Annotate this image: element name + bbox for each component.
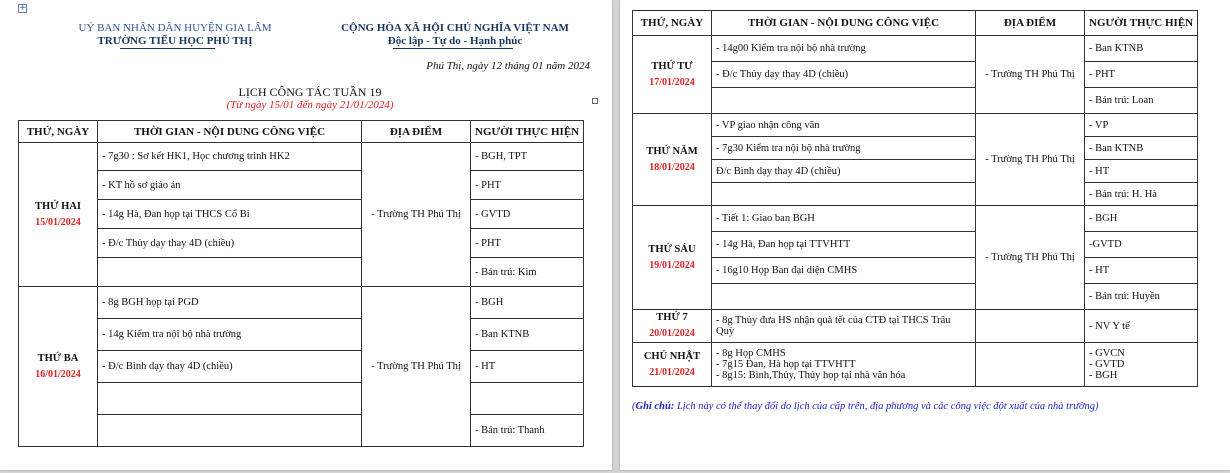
table-row <box>19 287 584 319</box>
place-date: Phú Thị, ngày 12 tháng 01 năm 2024 <box>426 60 590 72</box>
table-row <box>633 258 1198 284</box>
column-header: ĐỊA ĐIỂM <box>976 11 1085 36</box>
task-cell[interactable]: - 14g00 Kiểm tra nội bộ nhà trường <box>712 36 976 62</box>
table-row <box>633 183 1198 206</box>
day-date: 15/01/2024 <box>35 216 81 228</box>
person-cell[interactable]: - Ban KTNB <box>1085 137 1198 160</box>
person-cell[interactable]: - BGH <box>471 287 584 319</box>
table-row <box>19 229 584 258</box>
task-cell[interactable]: - Tiết 1: Giao ban BGH <box>712 206 976 232</box>
day-cell <box>19 143 98 287</box>
task-cell[interactable]: Đ/c Bình dạy thay 4D (chiều) <box>712 160 976 183</box>
column-header: THỜI GIAN - NỘI DUNG CÔNG VIỆC <box>98 121 362 143</box>
table-row <box>633 284 1198 310</box>
day-name: THỨ BA <box>37 352 79 364</box>
person-cell[interactable]: - Bán trú: Thanh <box>471 415 584 447</box>
day-name: CHỦ NHẬT <box>643 350 701 362</box>
day-date: 19/01/2024 <box>649 259 695 271</box>
table-row <box>633 232 1198 258</box>
table-row <box>19 415 584 447</box>
day-name: THỨ 7 <box>656 312 688 323</box>
day-cell <box>633 36 712 114</box>
person-cell[interactable] <box>471 383 584 415</box>
table-row <box>19 200 584 229</box>
table-row <box>633 137 1198 160</box>
resize-handle-icon[interactable] <box>592 98 598 104</box>
nation-motto: Độc lập - Tự do - Hạnh phúc <box>387 35 523 47</box>
column-header: THỜI GIAN - NỘI DUNG CÔNG VIỆC <box>712 11 976 36</box>
task-cell[interactable]: - VP giao nhận công văn <box>712 114 976 137</box>
schedule-table-page1 <box>18 120 584 447</box>
location-cell[interactable] <box>976 343 1085 387</box>
person-cell[interactable]: - BGH <box>1085 206 1198 232</box>
column-header: NGƯỜI THỰC HIỆN <box>1085 11 1198 36</box>
person-cell[interactable]: - Bán trú: H. Hà <box>1085 183 1198 206</box>
schedule-title: LỊCH CÔNG TÁC TUẦN 19 <box>238 85 382 99</box>
schedule-subtitle: (Từ ngày 15/01 đến ngày 21/01/2024) <box>226 99 394 111</box>
day-name: THỨ SÁU <box>648 243 696 255</box>
table-row <box>633 206 1198 232</box>
task-cell[interactable]: - KT hồ sơ giáo án <box>98 171 362 200</box>
column-header: THỨ, NGÀY <box>633 11 712 36</box>
table-row <box>633 160 1198 183</box>
task-cell[interactable]: - 14g Kiểm tra nội bộ nhà trường <box>98 319 362 351</box>
task-cell[interactable]: - 16g10 Họp Ban đại diện CMHS <box>712 258 976 284</box>
task-cell[interactable] <box>98 415 362 447</box>
table-row <box>19 171 584 200</box>
divider <box>120 48 215 49</box>
task-cell[interactable]: - 14g Hà, Đan họp tại TTVHTT <box>712 232 976 258</box>
task-cell[interactable]: - Đ/c Thủy dạy thay 4D (chiều) <box>712 62 976 88</box>
task-cell[interactable]: - 8g Họp CMHS - 7g15 Đan, Hà họp tại TTVHTT - 8g15: Bình,Thủy, Thủy họp tại nhà văn hóa <box>712 343 976 387</box>
person-cell[interactable]: -GVTD <box>1085 232 1198 258</box>
day-name: THỨ HAI <box>35 200 81 212</box>
task-cell[interactable] <box>98 258 362 287</box>
person-cell[interactable]: - NV Y tế <box>1085 310 1198 343</box>
table-row <box>19 351 584 383</box>
task-cell[interactable]: - Đ/c Bình dạy thay 4D (chiều) <box>98 351 362 383</box>
person-cell[interactable]: - Bán trú: Loan <box>1085 88 1198 114</box>
task-cell[interactable]: - 7g30 : Sơ kết HK1, Học chương trình HK2 <box>98 143 362 171</box>
person-cell[interactable]: - BGH, TPT <box>471 143 584 171</box>
table-move-handle-icon[interactable]: + <box>19 3 27 13</box>
task-cell[interactable]: - 7g30 Kiểm tra nội bộ nhà trường <box>712 137 976 160</box>
person-cell[interactable]: - PHT <box>1085 62 1198 88</box>
day-cell <box>19 287 98 447</box>
column-header: ĐỊA ĐIỂM <box>362 121 471 143</box>
footnote-label: Ghi chú: <box>635 401 675 412</box>
table-row <box>19 319 584 351</box>
person-cell[interactable]: - Ban KTNB <box>471 319 584 351</box>
task-cell[interactable]: - Đ/c Thủy dạy thay 4D (chiều) <box>98 229 362 258</box>
org-line2: TRƯỜNG TIỂU HỌC PHÚ THỊ <box>97 35 253 47</box>
table-row <box>19 258 584 287</box>
nation-line1: CỘNG HÒA XÃ HỘI CHỦ NGHĨA VIỆT NAM <box>341 22 569 34</box>
task-cell[interactable] <box>712 88 976 114</box>
day-cell <box>633 114 712 206</box>
location-cell[interactable]: - Trường TH Phú Thị <box>362 287 471 447</box>
table-row <box>633 114 1198 137</box>
location-cell[interactable] <box>976 310 1085 343</box>
day-date: 21/01/2024 <box>649 366 695 378</box>
person-cell[interactable]: - HT <box>1085 160 1198 183</box>
table-row <box>19 383 584 415</box>
table-row <box>633 62 1198 88</box>
day-date: 16/01/2024 <box>35 368 81 380</box>
location-cell[interactable]: - Trường TH Phú Thị <box>976 206 1085 310</box>
person-cell[interactable]: - HT <box>471 351 584 383</box>
person-cell[interactable]: - VP <box>1085 114 1198 137</box>
task-cell[interactable] <box>712 284 976 310</box>
person-cell[interactable]: - PHT <box>471 171 584 200</box>
table-row <box>633 36 1198 62</box>
task-cell[interactable] <box>712 183 976 206</box>
day-date: 18/01/2024 <box>649 161 695 173</box>
table-row <box>633 88 1198 114</box>
person-cell[interactable]: - Bán trú: Huyền <box>1085 284 1198 310</box>
day-name: THỨ NĂM <box>646 145 698 157</box>
footnote-text: Lịch này có thể thay đổi do lịch của cấp trên, địa phương và các công việc đột xuất của nhà trường) <box>674 401 1099 412</box>
location-cell[interactable]: - Trường TH Phú Thị <box>976 36 1085 114</box>
person-cell[interactable]: - GVTD <box>471 200 584 229</box>
table-row <box>19 143 584 171</box>
day-date: 20/01/2024 <box>649 328 695 339</box>
task-cell[interactable]: - 8g BGH họp tại PGD <box>98 287 362 319</box>
divider <box>393 48 513 49</box>
task-cell[interactable]: - 8g Thủy đưa HS nhận quà tết của CTĐ tại THCS Trâu Quỳ <box>712 310 976 343</box>
person-cell[interactable]: - HT <box>1085 258 1198 284</box>
location-cell[interactable]: - Trường TH Phú Thị <box>362 143 471 287</box>
table-row <box>633 343 1198 387</box>
task-cell[interactable] <box>98 383 362 415</box>
person-cell[interactable]: - GVCN - GVTD - BGH <box>1085 343 1198 387</box>
column-header: NGƯỜI THỰC HIỆN <box>471 121 584 143</box>
day-name: THỨ TƯ <box>651 60 693 72</box>
column-header: THỨ, NGÀY <box>19 121 98 143</box>
day-cell <box>633 310 712 343</box>
day-cell <box>633 206 712 310</box>
day-cell <box>633 343 712 387</box>
day-date: 17/01/2024 <box>649 76 695 88</box>
person-cell[interactable]: - PHT <box>471 229 584 258</box>
footnote: (Ghi chú: Lịch này có thể thay đổi do lịch của cấp trên, địa phương và các công việc đột xuất của nhà trường) <box>632 401 1099 412</box>
person-cell[interactable]: - Bán trú: Kim <box>471 258 584 287</box>
org-line1: UỶ BAN NHÂN DÂN HUYỆN GIA LÂM <box>78 22 272 34</box>
schedule-table-page2 <box>632 10 1198 387</box>
task-cell[interactable]: - 14g Hà, Đan họp tại THCS Cổ Bi <box>98 200 362 229</box>
table-row <box>633 310 1198 343</box>
location-cell[interactable]: - Trường TH Phú Thị <box>976 114 1085 206</box>
person-cell[interactable]: - Ban KTNB <box>1085 36 1198 62</box>
